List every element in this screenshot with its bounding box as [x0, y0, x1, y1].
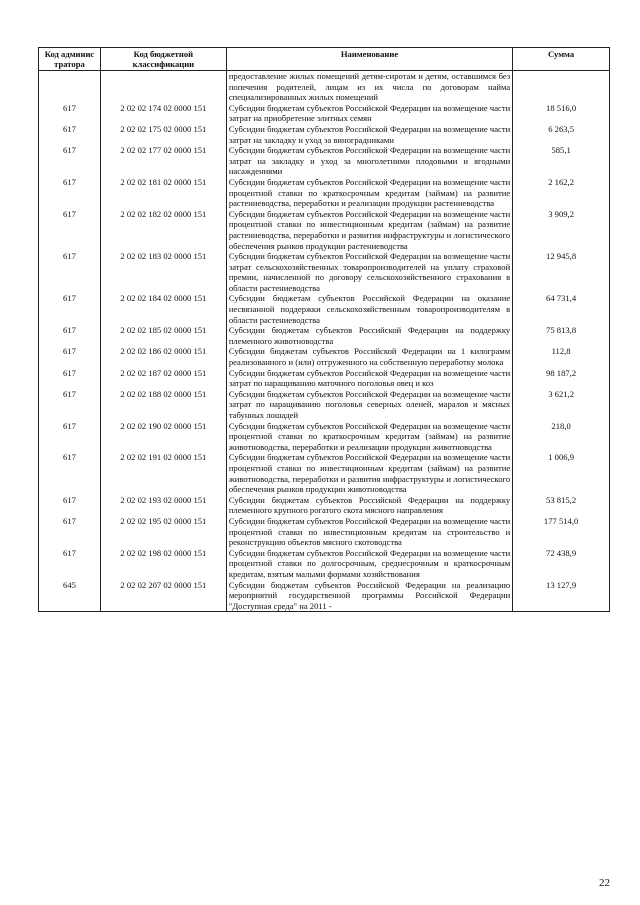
table-row — [39, 346, 610, 367]
name-cell: Субсидии бюджетам субъектов Российской Федерации на возмещение части процентной ставки по краткосрочным кредитам (займам) на развитие животноводства, переработки и реализации продукции животноводства — [226, 421, 512, 453]
continuation-row — [39, 71, 610, 103]
sum-cell: 12 945,8 — [513, 251, 610, 293]
budget-code-cell: 2 02 02 175 02 0000 151 — [100, 124, 226, 145]
admin-code-cell: 617 — [39, 368, 101, 389]
table-row — [39, 293, 610, 325]
name-cell: Субсидии бюджетам субъектов Российской Федерации на возмещение части процентной ставки по долгосрочным, среднесрочным и краткосрочным кредитам, взятым малыми формами хозяйствования — [226, 548, 512, 580]
admin-code-cell: 617 — [39, 346, 101, 367]
table-row — [39, 368, 610, 389]
name-cell: Субсидии бюджетам субъектов Российской Федерации на возмещение части затрат на приобретение элитных семян — [226, 103, 512, 124]
table-row — [39, 103, 610, 124]
sum-cell: 72 438,9 — [513, 548, 610, 580]
page-number: 22 — [599, 877, 610, 889]
budget-code-cell: 2 02 02 198 02 0000 151 — [100, 548, 226, 580]
budget-table — [38, 47, 610, 612]
admin-code-cell: 617 — [39, 177, 101, 209]
budget-code-cell: 2 02 02 177 02 0000 151 — [100, 145, 226, 177]
budget-code-cell: 2 02 02 190 02 0000 151 — [100, 421, 226, 453]
table-row — [39, 580, 610, 612]
table-row — [39, 389, 610, 421]
admin-code-cell: 617 — [39, 389, 101, 421]
sum-cell: 585,1 — [513, 145, 610, 177]
name-cell: Субсидии бюджетам субъектов Российской Федерации на возмещение части затрат на закладку и уход за многолетними плодовыми и ягодными насаждениями — [226, 145, 512, 177]
sum-cell: 6 263,5 — [513, 124, 610, 145]
budget-code-cell: 2 02 02 188 02 0000 151 — [100, 389, 226, 421]
name-cell: Субсидии бюджетам субъектов Российской Федерации на реализацию мероприятий государственной программы Российской Федерации "Доступная среда" на 2011 - — [226, 580, 512, 612]
admin-code-cell: 617 — [39, 548, 101, 580]
sum-cell: 218,0 — [513, 421, 610, 453]
sum-cell: 3 621,2 — [513, 389, 610, 421]
table-header — [39, 48, 610, 71]
continuation-text: предоставление жилых помещений детям-сиротам и детям, оставшимся без попечения родителей, лицам из их числа по договорам найма специализированных жилых помещений — [226, 71, 512, 103]
admin-code-cell: 617 — [39, 452, 101, 494]
table-row — [39, 452, 610, 494]
name-cell: Субсидии бюджетам субъектов Российской Федерации на 1 килограмм реализованного и (или) отгруженного на собственную переработку молока — [226, 346, 512, 367]
budget-code-cell: 2 02 02 191 02 0000 151 — [100, 452, 226, 494]
header-name: Наименование — [226, 48, 512, 71]
admin-code-cell: 617 — [39, 293, 101, 325]
table-row — [39, 421, 610, 453]
budget-code-cell: 2 02 02 186 02 0000 151 — [100, 346, 226, 367]
admin-code-cell: 617 — [39, 103, 101, 124]
name-cell: Субсидии бюджетам субъектов Российской Федерации на поддержку племенного крупного рогатого скота мясного направления — [226, 495, 512, 516]
budget-code-cell: 2 02 02 193 02 0000 151 — [100, 495, 226, 516]
name-cell: Субсидии бюджетам субъектов Российской Федерации на возмещение части затрат на закладку и уход за виноградниками — [226, 124, 512, 145]
admin-code-cell: 617 — [39, 325, 101, 346]
sum-cell: 98 187,2 — [513, 368, 610, 389]
admin-code-cell: 617 — [39, 421, 101, 453]
table-row — [39, 495, 610, 516]
sum-cell: 2 162,2 — [513, 177, 610, 209]
sum-cell: 1 006,9 — [513, 452, 610, 494]
name-cell: Субсидии бюджетам субъектов Российской Федерации на возмещение части процентной ставки по инвестиционным кредитам на строительство и реконструкцию объектов мясного скотоводства — [226, 516, 512, 548]
header-sum: Сумма — [513, 48, 610, 71]
admin-code-cell: 617 — [39, 145, 101, 177]
header-admin-code: Код админис тратора — [39, 48, 101, 71]
table-row — [39, 251, 610, 293]
admin-code-cell: 645 — [39, 580, 101, 612]
admin-code-cell: 617 — [39, 124, 101, 145]
admin-code-cell: 617 — [39, 251, 101, 293]
table-row — [39, 177, 610, 209]
budget-code-cell: 2 02 02 182 02 0000 151 — [100, 209, 226, 251]
sum-cell: 64 731,4 — [513, 293, 610, 325]
sum-cell: 13 127,9 — [513, 580, 610, 612]
budget-code-cell: 2 02 02 183 02 0000 151 — [100, 251, 226, 293]
admin-code-cell: 617 — [39, 209, 101, 251]
budget-code-cell: 2 02 02 195 02 0000 151 — [100, 516, 226, 548]
budget-code-cell: 2 02 02 185 02 0000 151 — [100, 325, 226, 346]
table-row — [39, 325, 610, 346]
name-cell: Субсидии бюджетам субъектов Российской Федерации на возмещение части затрат сельскохозяйственных товаропроизводителей на уплату страховой премии, начисленной по договору сельскохозяйственного страхования в области растениеводства — [226, 251, 512, 293]
table-row — [39, 145, 610, 177]
table-row — [39, 209, 610, 251]
sum-cell: 18 516,0 — [513, 103, 610, 124]
table-row — [39, 548, 610, 580]
table-body — [39, 71, 610, 612]
budget-code-cell: 2 02 02 181 02 0000 151 — [100, 177, 226, 209]
name-cell: Субсидии бюджетам субъектов Российской Федерации на возмещение части затрат по наращиванию маточного поголовья овец и коз — [226, 368, 512, 389]
sum-cell: 75 813,8 — [513, 325, 610, 346]
sum-cell: 53 815,2 — [513, 495, 610, 516]
admin-code-cell: 617 — [39, 516, 101, 548]
admin-code-cell: 617 — [39, 495, 101, 516]
sum-cell: 3 909,2 — [513, 209, 610, 251]
name-cell: Субсидии бюджетам субъектов Российской Федерации на возмещение части процентной ставки по инвестиционным кредитам (займам) на развитие растениеводства, переработки и развития инфраструктуры и логистического обеспечения рынков продукции растениеводства — [226, 209, 512, 251]
table-row — [39, 124, 610, 145]
table-row — [39, 516, 610, 548]
budget-code-cell: 2 02 02 184 02 0000 151 — [100, 293, 226, 325]
name-cell: Субсидии бюджетам субъектов Российской Федерации на возмещение части затрат по наращиванию поголовья северных оленей, маралов и мясных табунных лошадей — [226, 389, 512, 421]
name-cell: Субсидии бюджетам субъектов Российской Федерации на возмещение части процентной ставки по инвестиционным кредитам (займам) на развитие животноводства, переработки и развития инфраструктуры и логистического обеспечения рынков продукции животноводства — [226, 452, 512, 494]
sum-cell: 177 514,0 — [513, 516, 610, 548]
budget-code-cell: 2 02 02 187 02 0000 151 — [100, 368, 226, 389]
name-cell: Субсидии бюджетам субъектов Российской Федерации на оказание несвязанной поддержки сельскохозяйственным товаропроизводителям в области растениеводства — [226, 293, 512, 325]
header-budget-code: Код бюджетной классификации — [100, 48, 226, 71]
budget-code-cell: 2 02 02 207 02 0000 151 — [100, 580, 226, 612]
name-cell: Субсидии бюджетам субъектов Российской Федерации на возмещение части процентной ставки по краткосрочным кредитам (займам) на развитие растениеводства, переработки и реализации продукции растениеводства — [226, 177, 512, 209]
sum-cell: 112,8 — [513, 346, 610, 367]
name-cell: Субсидии бюджетам субъектов Российской Федерации на поддержку племенного животноводства — [226, 325, 512, 346]
budget-code-cell: 2 02 02 174 02 0000 151 — [100, 103, 226, 124]
